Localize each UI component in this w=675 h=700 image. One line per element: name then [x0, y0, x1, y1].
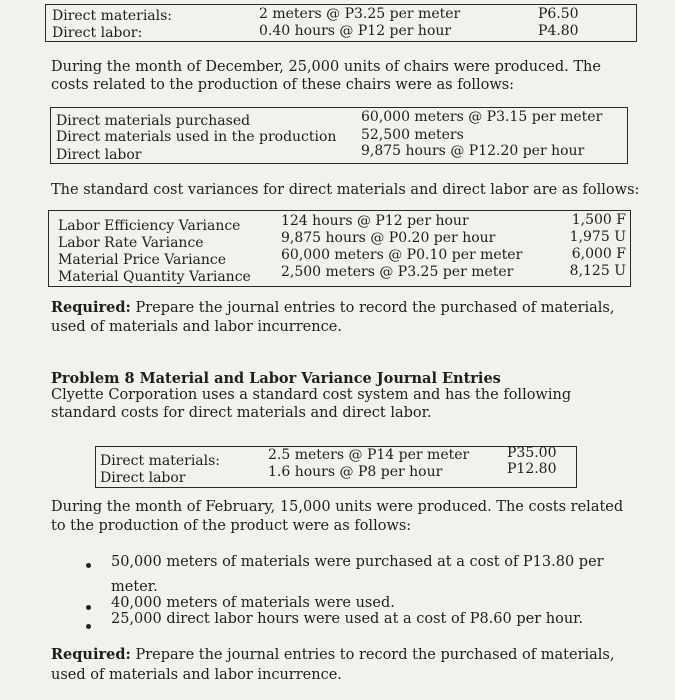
- required-2-label: Required:: [51, 646, 131, 663]
- table-1-row-rate: 2 meters @ P3.25 per meter: [259, 6, 461, 22]
- variance-amount: 6,000 F: [571, 246, 626, 262]
- december-paragraph-line: costs related to the production of these chairs were as follows:: [51, 77, 515, 93]
- variance-label: Labor Efficiency Variance: [58, 218, 241, 234]
- table-2-row-label: Direct labor: [56, 147, 142, 163]
- december-paragraph-line: During the month of December, 25,000 units of chairs were produced. The: [51, 59, 601, 75]
- variance-amount: 1,975 U: [569, 229, 626, 245]
- table-1-row-label: Direct materials:: [52, 8, 173, 24]
- bullet-item-line: 40,000 meters of materials were used.: [111, 595, 395, 611]
- table-4-row-rate: 2.5 meters @ P14 per meter: [268, 447, 470, 463]
- bullet-item-line: 25,000 direct labor hours were used at a cost of P8.60 per hour.: [111, 611, 584, 627]
- required-2-line: used of materials and labor incurrence.: [51, 667, 342, 683]
- variance-detail: 124 hours @ P12 per hour: [281, 213, 469, 229]
- variance-detail: 9,875 hours @ P0.20 per hour: [281, 230, 496, 246]
- variance-label: Material Price Variance: [58, 252, 227, 268]
- required-2-line: [51, 646, 614, 664]
- table-4-row-amount: P12.80: [507, 461, 557, 477]
- table-1-row-rate: 0.40 hours @ P12 per hour: [259, 23, 452, 39]
- table-2-row-value: 60,000 meters @ P3.15 per meter: [361, 109, 603, 125]
- bullet-dot-icon: [86, 605, 91, 610]
- required-1-text: Prepare the journal entries to record the purchased of materials,: [135, 300, 615, 316]
- table-4-row-label: Direct materials:: [100, 453, 221, 469]
- table-1-row-amount: P6.50: [538, 6, 579, 22]
- february-paragraph-line: to the production of the product were as follows:: [51, 518, 412, 534]
- required-2-text: Prepare the journal entries to record the purchased of materials,: [135, 647, 615, 663]
- table-2-row-value: 52,500 meters: [361, 127, 464, 143]
- variances-intro: The standard cost variances for direct materials and direct labor are as follows:: [51, 182, 640, 198]
- bullet-dot-icon: [86, 624, 91, 629]
- bullet-item-line: 50,000 meters of materials were purchased at a cost of P13.80 per: [111, 554, 604, 570]
- table-4-row-rate: 1.6 hours @ P8 per hour: [268, 464, 443, 480]
- table-2-row-label: Direct materials purchased: [56, 113, 251, 129]
- table-2-row-label: Direct materials used in the production: [56, 129, 337, 145]
- variance-label: Material Quantity Variance: [58, 269, 251, 285]
- table-1-row-label: Direct labor:: [52, 25, 143, 41]
- table-1-row-amount: P4.80: [538, 23, 579, 39]
- required-1-label: Required:: [51, 299, 131, 316]
- february-paragraph-line: During the month of February, 15,000 units were produced. The costs related: [51, 499, 624, 515]
- variance-amount: 8,125 U: [569, 263, 626, 279]
- table-4-row-label: Direct labor: [100, 470, 186, 486]
- problem-8-line: standard costs for direct materials and direct labor.: [51, 405, 432, 421]
- table-4-row-amount: P35.00: [507, 445, 557, 461]
- variance-label: Labor Rate Variance: [58, 235, 204, 251]
- bullet-dot-icon: [86, 563, 91, 568]
- variance-detail: 60,000 meters @ P0.10 per meter: [281, 247, 523, 263]
- problem-8-title-text: Problem 8 Material and Labor Variance Journal Entries: [51, 370, 501, 387]
- table-2-row-value: 9,875 hours @ P12.20 per hour: [361, 143, 585, 159]
- problem-8-line: Clyette Corporation uses a standard cost system and has the following: [51, 387, 572, 403]
- variance-detail: 2,500 meters @ P3.25 per meter: [281, 264, 514, 280]
- variance-amount: 1,500 F: [571, 212, 626, 228]
- required-1-line: [51, 299, 614, 317]
- bullet-item-line: meter.: [111, 579, 158, 595]
- required-1-line: used of materials and labor incurrence.: [51, 319, 342, 335]
